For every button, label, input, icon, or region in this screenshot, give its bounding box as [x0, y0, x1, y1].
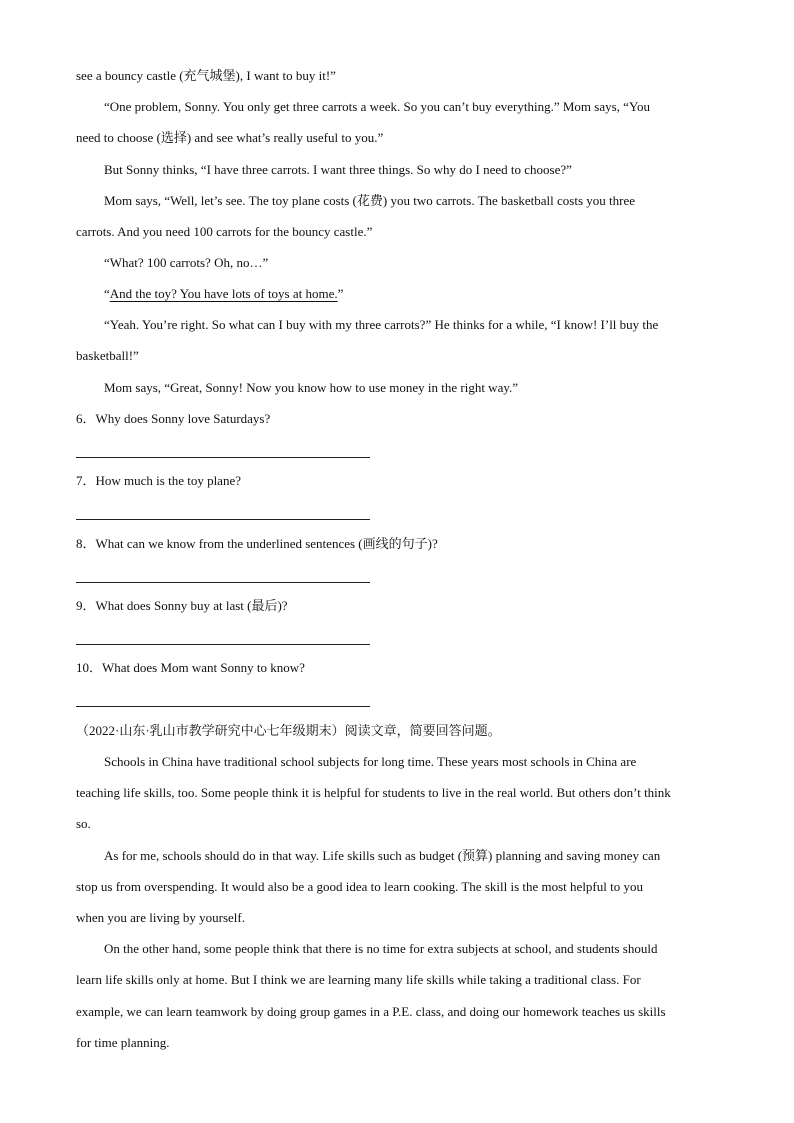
passage-2-line-8: learn life skills only at home. But I think we are learning many life skills while taking a traditional class. For	[76, 972, 641, 987]
passage-2-line-1: Schools in China have traditional school subjects for long time. These years most schools in China are	[104, 754, 637, 769]
underlined-sentences: And the toy? You have lots of toys at home.	[109, 286, 338, 301]
question-10: 10．What does Mom want Sonny to know?	[76, 660, 305, 675]
passage-2-line-5: stop us from overspending. It would also be a good idea to learn cooking. The skill is the most helpful to you	[76, 879, 643, 894]
answer-line-6[interactable]	[76, 457, 370, 458]
question-9: 9．What does Sonny buy at last (最后)?	[76, 598, 288, 613]
answer-line-7[interactable]	[76, 519, 370, 520]
passage-2-line-7: On the other hand, some people think that there is no time for extra subjects at school, and students should	[104, 941, 658, 956]
question-7: 7．How much is the toy plane?	[76, 473, 241, 488]
story-paragraph-5: “What? 100 carrots? Oh, no…”	[104, 255, 269, 270]
story-paragraph-7-line-1: “Yeah. You’re right. So what can I buy with my three carrots?” He thinks for a while, “I know! I’ll buy the	[104, 317, 659, 332]
question-6: 6．Why does Sonny love Saturdays?	[76, 411, 271, 426]
story-paragraph-6	[104, 286, 754, 302]
story-paragraph-1-tail: see a bouncy castle (充气城堡), I want to buy it!”	[76, 68, 336, 83]
passage-2-line-10: for time planning.	[76, 1035, 170, 1050]
answer-line-9[interactable]	[76, 644, 370, 645]
passage-2-line-3: so.	[76, 816, 91, 831]
answer-line-8[interactable]	[76, 582, 370, 583]
story-paragraph-4-line-1: Mom says, “Well, let’s see. The toy plane costs (花费) you two carrots. The basketball costs you three	[104, 193, 635, 208]
question-8: 8．What can we know from the underlined sentences (画线的句子)?	[76, 536, 438, 551]
close-quote: ”	[337, 286, 344, 301]
story-paragraph-2-line-1: “One problem, Sonny. You only get three carrots a week. So you can’t buy everything.” Mom says, “You	[104, 99, 651, 114]
answer-line-10[interactable]	[76, 706, 370, 707]
open-quote: “	[104, 286, 110, 301]
story-paragraph-8: Mom says, “Great, Sonny! Now you know how to use money in the right way.”	[104, 380, 519, 395]
passage-2-header: （2022·山东·乳山市教学研究中心七年级期末）阅读文章，简要回答问题。	[76, 723, 501, 738]
story-paragraph-2-line-2: need to choose (选择) and see what’s really useful to you.”	[76, 130, 384, 145]
passage-2-line-6: when you are living by yourself.	[76, 910, 245, 925]
story-paragraph-7-line-2: basketball!”	[76, 348, 139, 363]
story-paragraph-3: But Sonny thinks, “I have three carrots. I want three things. So why do I need to choose?”	[104, 162, 572, 177]
passage-2-line-4: As for me, schools should do in that way. Life skills such as budget (预算) planning and saving money can	[104, 848, 661, 863]
passage-2-line-2: teaching life skills, too. Some people think it is helpful for students to live in the real world. But others don’t think	[76, 785, 671, 800]
passage-2-line-9: example, we can learn teamwork by doing group games in a P.E. class, and doing our homework teaches us skills	[76, 1004, 666, 1019]
story-paragraph-4-line-2: carrots. And you need 100 carrots for the bouncy castle.”	[76, 224, 373, 239]
